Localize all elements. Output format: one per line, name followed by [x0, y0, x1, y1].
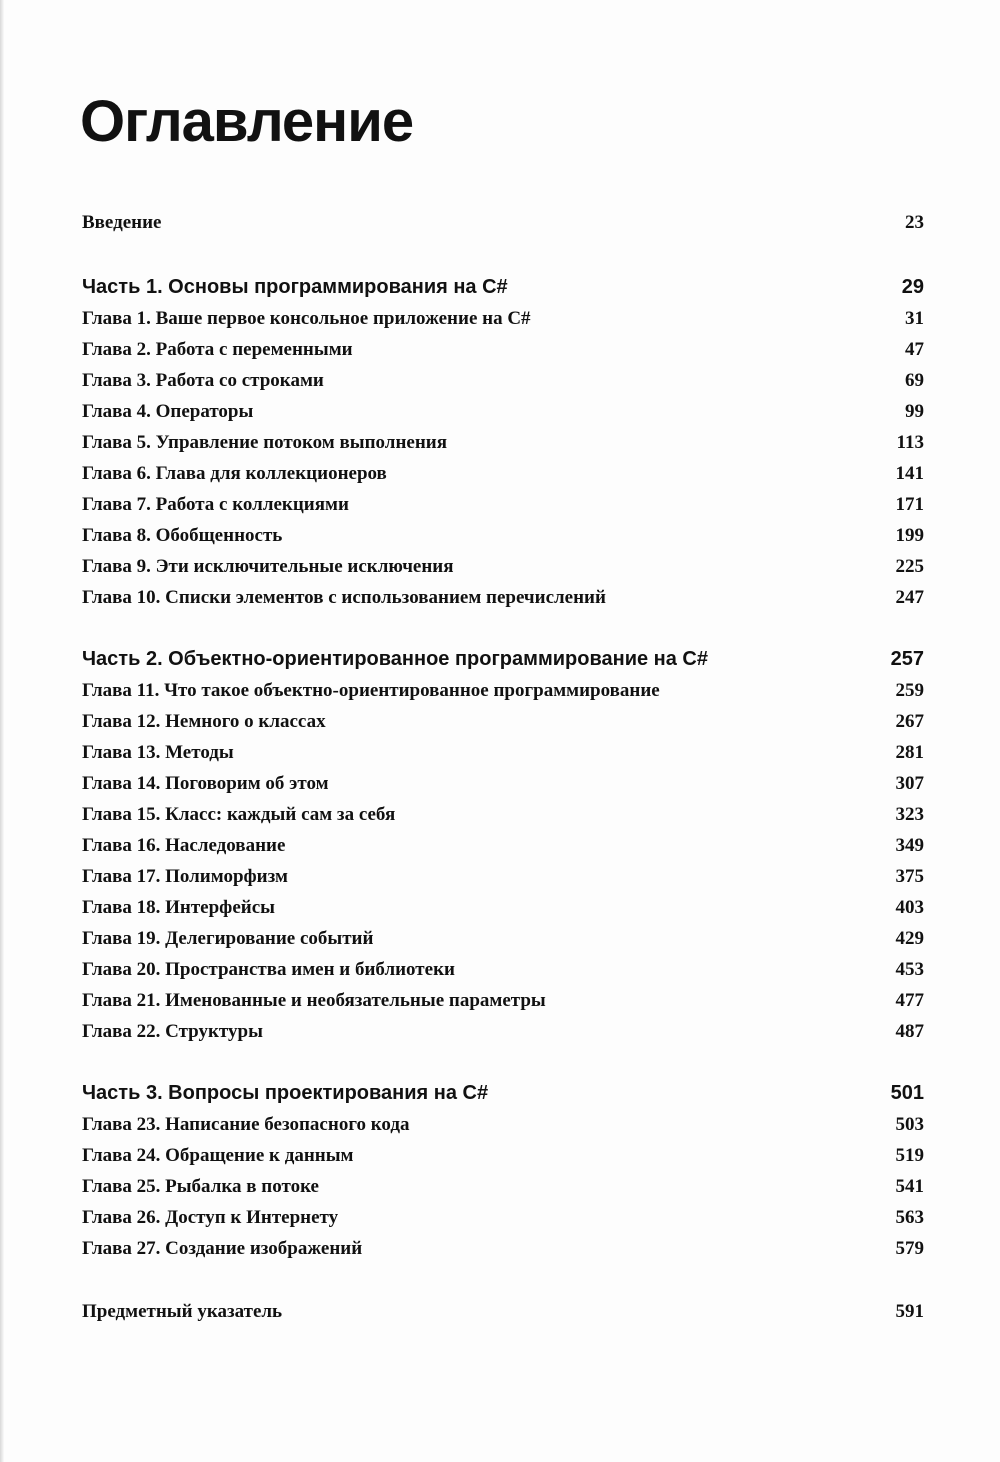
toc-entry-title: Глава 23. Написание безопасного кода — [82, 1114, 410, 1135]
toc-entry-page: 501 — [890, 1082, 924, 1104]
toc-entry-page: 267 — [895, 711, 924, 732]
toc-entry-page: 113 — [896, 432, 924, 453]
toc-entry-title: Глава 14. Поговорим об этом — [82, 773, 329, 794]
toc-entry-page: 579 — [895, 1238, 924, 1259]
toc-chapter — [82, 985, 924, 1016]
toc-chapter — [82, 861, 924, 892]
toc-entry-title: Глава 24. Обращение к данным — [82, 1145, 354, 1166]
toc-parts — [82, 241, 924, 1264]
toc-chapter — [82, 396, 924, 427]
toc-chapter — [82, 303, 924, 334]
toc-chapter — [82, 1016, 924, 1047]
toc-chapter — [82, 892, 924, 923]
toc-entry-title: Предметный указатель — [82, 1301, 283, 1322]
page-edge-shadow — [0, 0, 4, 1462]
toc-entry-title: Глава 9. Эти исключительные исключения — [82, 556, 454, 577]
toc-entry-title: Глава 20. Пространства имен и библиотеки — [82, 959, 455, 980]
toc-entry-page: 199 — [895, 525, 924, 546]
toc-entry-title: Глава 3. Работа со строками — [82, 370, 324, 391]
toc-entry-title: Часть 3. Вопросы проектирования на C# — [82, 1082, 489, 1104]
toc-entry-page: 375 — [895, 866, 924, 887]
toc-entry-title: Глава 15. Класс: каждый сам за себя — [82, 804, 396, 825]
toc-chapter — [82, 737, 924, 768]
toc-chapter — [82, 923, 924, 954]
toc-chapter — [82, 768, 924, 799]
toc-index — [82, 1296, 924, 1327]
toc-entry-page: 247 — [895, 587, 924, 608]
toc-entry-title: Глава 21. Именованные и необязательные параметры — [82, 990, 546, 1011]
toc-chapter — [82, 1140, 924, 1171]
toc-part-heading — [82, 271, 924, 303]
toc-entry-title: Глава 27. Создание изображений — [82, 1238, 363, 1259]
toc-entry-title: Глава 1. Ваше первое консольное приложение на C# — [82, 308, 531, 329]
toc-intro — [82, 205, 924, 241]
toc-entry-page: 31 — [905, 308, 924, 329]
toc-entry-title: Часть 2. Объектно-ориентированное программирование на C# — [82, 648, 708, 670]
toc-entry-page: 23 — [905, 212, 924, 233]
toc-entry-title: Часть 1. Основы программирования на C# — [82, 276, 508, 298]
toc-entry-page: 29 — [901, 276, 924, 298]
toc-entry-page: 141 — [895, 463, 924, 484]
toc-chapter — [82, 799, 924, 830]
toc-entry-page: 349 — [895, 835, 924, 856]
toc-entry-page: 477 — [895, 990, 924, 1011]
toc-entry-page: 503 — [895, 1114, 924, 1135]
toc-part-heading — [82, 1077, 924, 1109]
toc-entry-title: Введение — [82, 212, 162, 233]
toc-entry-title: Глава 25. Рыбалка в потоке — [82, 1176, 319, 1197]
toc-chapter — [82, 1109, 924, 1140]
toc-entry-title: Глава 19. Делегирование событий — [82, 928, 374, 949]
toc-entry-page: 99 — [905, 401, 924, 422]
toc-chapter — [82, 675, 924, 706]
toc-entry-page: 257 — [890, 648, 924, 670]
toc-entry-title: Глава 10. Списки элементов с использованием перечислений — [82, 587, 606, 608]
toc-chapter — [82, 427, 924, 458]
toc-entry-page: 281 — [895, 742, 924, 763]
toc-part-heading — [82, 643, 924, 675]
toc-entry-page: 259 — [895, 680, 924, 701]
toc-entry-page: 323 — [895, 804, 924, 825]
toc-chapter — [82, 365, 924, 396]
toc-entry-page: 171 — [895, 494, 924, 515]
toc-entry-title: Глава 13. Методы — [82, 742, 234, 763]
toc-entry-title: Глава 26. Доступ к Интернету — [82, 1207, 339, 1228]
spacer — [82, 613, 924, 643]
toc-entry-title: Глава 6. Глава для коллекционеров — [82, 463, 387, 484]
toc-entry-page: 519 — [895, 1145, 924, 1166]
toc-entry-title: Глава 4. Операторы — [82, 401, 254, 422]
toc-entry-page: 591 — [895, 1301, 924, 1322]
toc-entry-page: 541 — [895, 1176, 924, 1197]
toc-chapter — [82, 830, 924, 861]
toc-entry-page: 225 — [895, 556, 924, 577]
toc-chapter — [82, 520, 924, 551]
toc-chapter — [82, 458, 924, 489]
toc-chapter — [82, 1171, 924, 1202]
toc-entry-page: 307 — [895, 773, 924, 794]
toc-entry-page: 487 — [895, 1021, 924, 1042]
toc-entry-page: 69 — [905, 370, 924, 391]
spacer — [82, 1047, 924, 1077]
toc-chapter — [82, 551, 924, 582]
toc-entry-title: Глава 17. Полиморфизм — [82, 866, 288, 887]
toc-entry-page: 403 — [895, 897, 924, 918]
toc-chapter — [82, 334, 924, 365]
toc-entry-title: Глава 11. Что такое объектно-ориентированное программирование — [82, 680, 660, 701]
toc-entry-page: 563 — [895, 1207, 924, 1228]
toc-entry-page: 453 — [895, 959, 924, 980]
spacer — [82, 241, 924, 271]
toc-entry-title: Глава 12. Немного о классах — [82, 711, 326, 732]
toc-entry-title: Глава 7. Работа с коллекциями — [82, 494, 349, 515]
toc-chapter — [82, 954, 924, 985]
toc-entry-title: Глава 2. Работа с переменными — [82, 339, 353, 360]
toc-entry-title: Глава 18. Интерфейсы — [82, 897, 275, 918]
page-title: Оглавление — [80, 89, 414, 154]
toc-chapter — [82, 489, 924, 520]
toc-entry-title: Глава 5. Управление потоком выполнения — [82, 432, 448, 453]
toc-chapter — [82, 1202, 924, 1233]
toc-entry-title: Глава 8. Обобщенность — [82, 525, 283, 546]
toc-chapter — [82, 706, 924, 737]
toc-entry-title: Глава 22. Структуры — [82, 1021, 263, 1042]
spacer — [82, 1264, 924, 1296]
toc-chapter — [82, 1233, 924, 1264]
toc-entry-page: 47 — [905, 339, 924, 360]
table-of-contents — [82, 205, 924, 1327]
toc-entry-title: Глава 16. Наследование — [82, 835, 286, 856]
toc-chapter — [82, 582, 924, 613]
toc-entry-page: 429 — [895, 928, 924, 949]
